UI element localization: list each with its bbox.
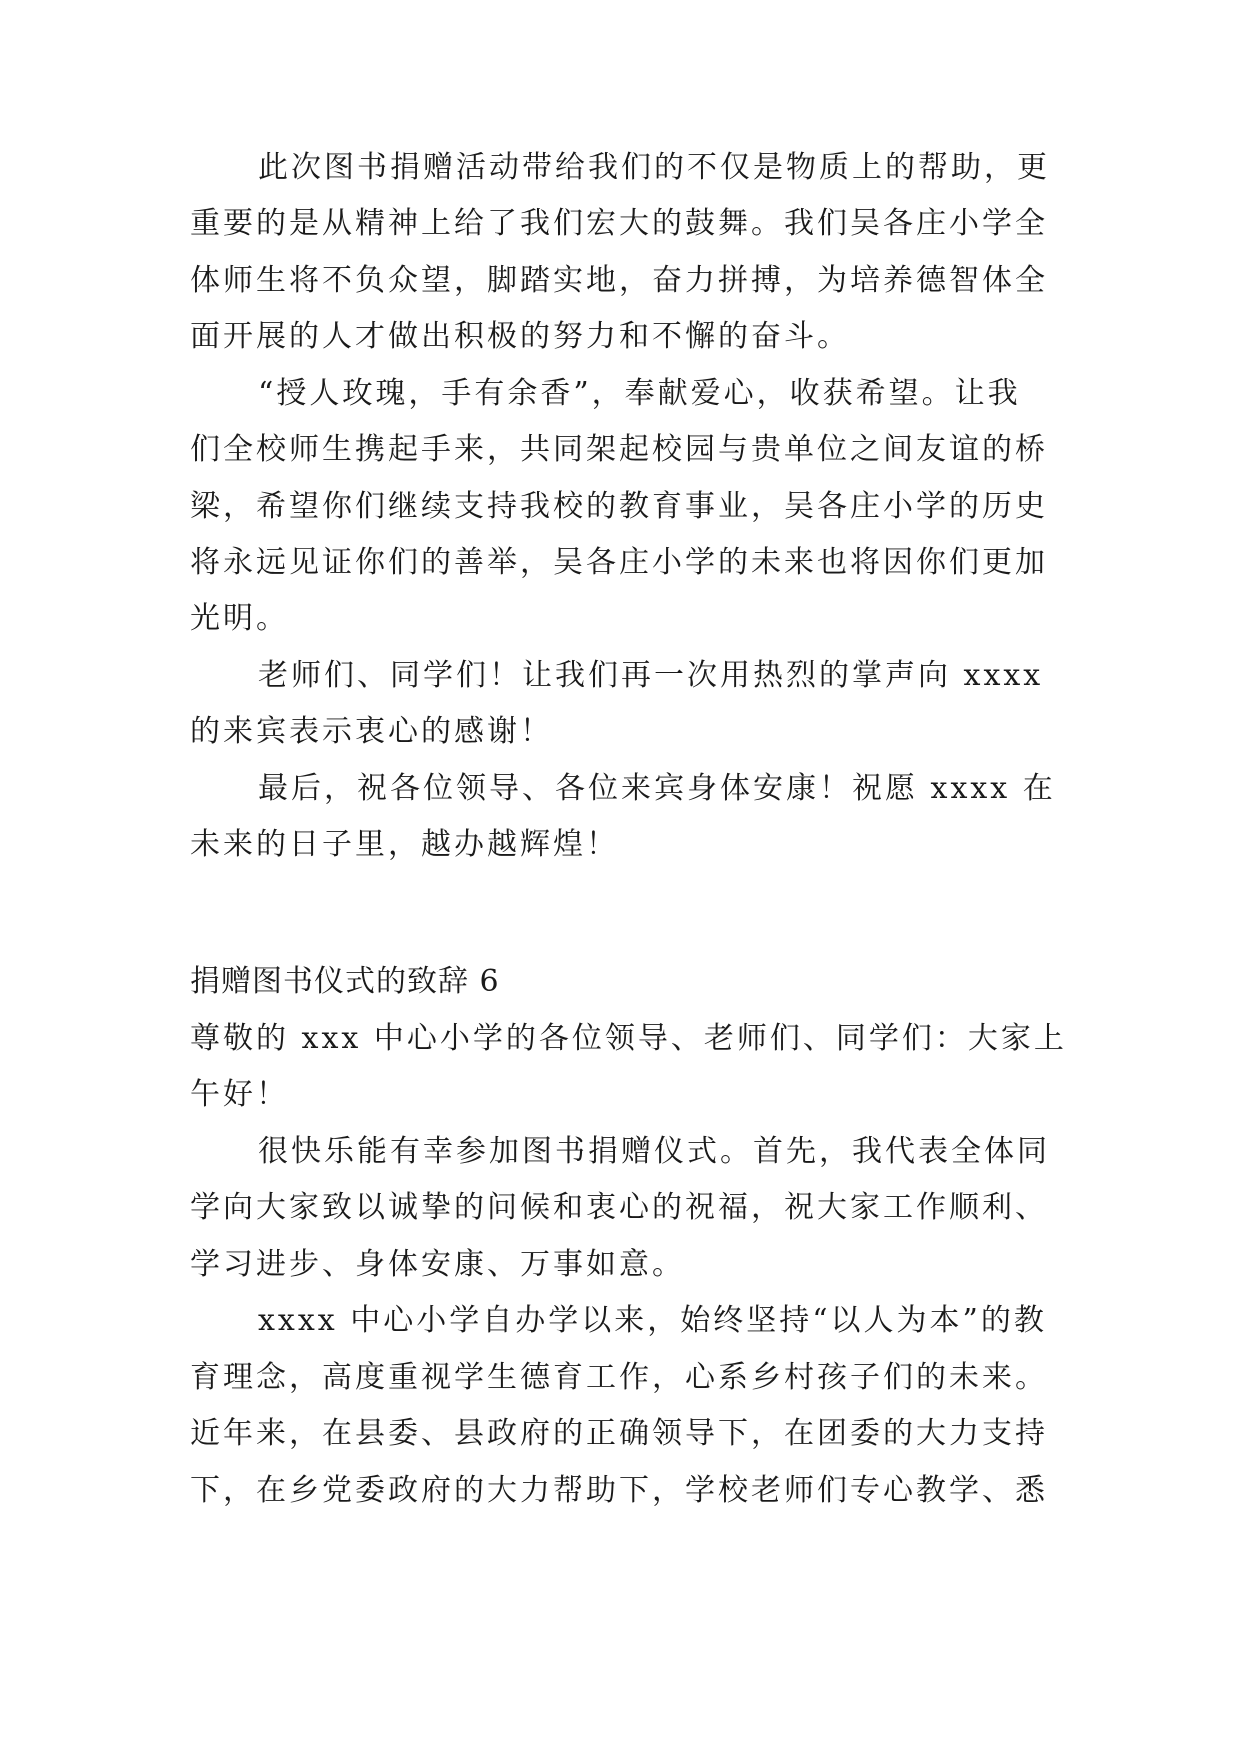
paragraph-line: 学向大家致以诚挚的问候和衷心的祝福，祝大家工作顺利、 (190, 1190, 1048, 1225)
section-title: 捐赠图书仪式的致辞 6 (190, 964, 500, 999)
paragraph-line: 面开展的人才做出积极的努力和不懈的奋斗。 (190, 319, 850, 354)
paragraph-line: 很快乐能有幸参加图书捐赠仪式。首先，我代表全体同 (258, 1134, 1050, 1169)
paragraph-line: 近年来，在县委、县政府的正确领导下，在团委的大力支持 (190, 1416, 1048, 1451)
paragraph-line: 光明。 (190, 601, 289, 636)
paragraph-line: 最后，祝各位领导、各位来宾身体安康！祝愿 xxxx 在 (258, 771, 1056, 806)
paragraph-line: 将永远见证你们的善举，吴各庄小学的未来也将因你们更加 (190, 545, 1048, 580)
greeting-line: 午好！ (190, 1077, 289, 1112)
paragraph-line: 的来宾表示衷心的感谢！ (190, 714, 553, 749)
paragraph-line: 们全校师生携起手来，共同架起校园与贵单位之间友谊的桥 (190, 432, 1048, 467)
paragraph-line: 老师们、同学们！让我们再一次用热烈的掌声向 xxxx (258, 658, 1044, 693)
paragraph-line: 梁，希望你们继续支持我校的教育事业，吴各庄小学的历史 (190, 489, 1048, 524)
paragraph-line: xxxx 中心小学自办学以来，始终坚持“以人为本”的教 (258, 1303, 1047, 1338)
paragraph-line: 下，在乡党委政府的大力帮助下，学校老师们专心教学、悉 (190, 1473, 1048, 1508)
paragraph-line: “授人玫瑰，手有余香”，奉献爱心，收获希望。让我 (258, 376, 1021, 411)
paragraph-line: 此次图书捐赠活动带给我们的不仅是物质上的帮助，更 (258, 150, 1050, 185)
paragraph-line: 学习进步、身体安康、万事如意。 (190, 1247, 685, 1282)
paragraph-line: 育理念，高度重视学生德育工作，心系乡村孩子们的未来。 (190, 1360, 1048, 1395)
paragraph-line: 体师生将不负众望，脚踏实地，奋力拼搏，为培养德智体全 (190, 263, 1048, 298)
greeting-line: 尊敬的 xxx 中心小学的各位领导、老师们、同学们：大家上 (190, 1021, 1067, 1056)
paragraph-line: 未来的日子里，越办越辉煌！ (190, 827, 619, 862)
paragraph-line: 重要的是从精神上给了我们宏大的鼓舞。我们吴各庄小学全 (190, 206, 1048, 241)
